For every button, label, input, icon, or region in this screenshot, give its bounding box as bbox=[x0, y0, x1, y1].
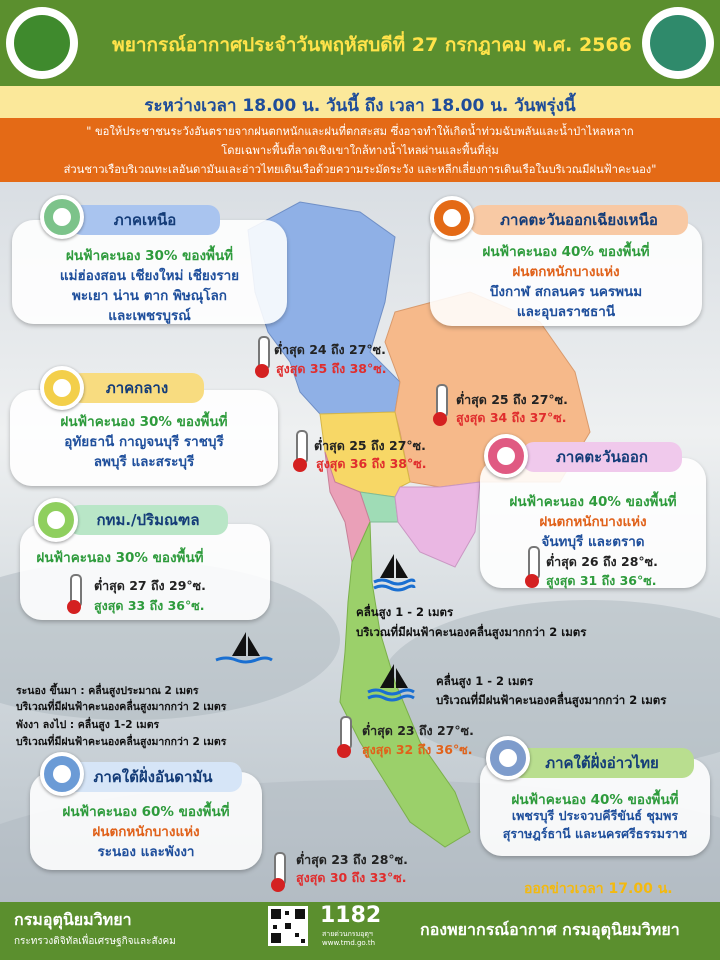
hotline-caption bbox=[322, 930, 375, 948]
thermometer-bulb bbox=[525, 574, 539, 588]
central-line-1: ฝนฟ้าคะนอง 30% ของพื้นที่ bbox=[60, 414, 228, 430]
northeast-line-3: บึงกาฬ สกลนคร นครพนม bbox=[489, 284, 643, 300]
wave-gulf-upper-2: บริเวณที่มีฝนฟ้าคะนองคลื่นสูงมากกว่า 2 เมตร bbox=[356, 625, 587, 639]
location-pin-icon bbox=[40, 366, 84, 410]
south-gulf-line-2: เพชรบุรี ประจวบคีรีขันธ์ ชุมพร bbox=[511, 808, 679, 823]
footer-org: กรมอุตุนิยมวิทยา bbox=[14, 910, 132, 929]
bangkok-temp-max: สูงสุด 33 ถึง 36°ซ. bbox=[94, 598, 205, 613]
central-title: ภาคกลาง bbox=[70, 373, 204, 403]
page-title: พยากรณ์อากาศประจำวันพฤหัสบดีที่ 27 กรกฎาคม พ.ศ. 2566 bbox=[112, 34, 632, 56]
thermometer-bulb bbox=[67, 600, 81, 614]
bangkok-line-1: ฝนฟ้าคะนอง 30% ของพื้นที่ bbox=[36, 550, 204, 566]
northeast-line-4: และอุบลราชธานี bbox=[516, 304, 616, 320]
location-pin-icon bbox=[40, 752, 84, 796]
north-line-2: แม่ฮ่องสอน เชียงใหม่ เชียงราย bbox=[59, 268, 240, 284]
central-line-2: อุทัยธานี กาญจนบุรี ราชบุรี bbox=[64, 434, 224, 450]
warning-line-2: โดยเฉพาะพื้นที่ลาดเชิงเขาใกล้ทางน้ำไหลผ่านและพื้นที่ลุ่ม bbox=[221, 144, 499, 157]
south-andaman-line-3: ระนอง และพังงา bbox=[97, 844, 195, 860]
wave-andaman-1: ระนอง ขึ้นมา : คลื่นสูงประมาณ 2 เมตร bbox=[16, 685, 199, 697]
hotline-caption-1: สายด่วนกรมอุตุฯ bbox=[322, 930, 373, 938]
east-temp-max: สูงสุด 31 ถึง 36°ซ. bbox=[546, 573, 657, 588]
north-line-4: และเพชรบูรณ์ bbox=[108, 308, 191, 324]
location-pin-icon bbox=[484, 434, 528, 478]
northeast-temp-min: ต่ำสุด 25 ถึง 27°ซ. bbox=[456, 392, 568, 407]
east-temp-min: ต่ำสุด 26 ถึง 28°ซ. bbox=[546, 554, 658, 569]
wave-gulf-lower-2: บริเวณที่มีฝนฟ้าคะนองคลื่นสูงมากกว่า 2 เมตร bbox=[436, 693, 667, 707]
central-temp-min: ต่ำสุด 25 ถึง 27°ซ. bbox=[314, 438, 426, 453]
east-line-3: จันทบุรี และตราด bbox=[541, 534, 645, 550]
thermometer-bulb bbox=[337, 744, 351, 758]
bangkok-title: กทม./ปริมณฑล bbox=[68, 505, 228, 535]
wave-andaman-3: พังงา ลงไป : คลื่นสูง 1-2 เมตร bbox=[16, 719, 160, 731]
thermometer-bulb bbox=[293, 458, 307, 472]
wave-andaman-4: บริเวณที่มีฝนฟ้าคะนองคลื่นสูงมากกว่า 2 เมตร bbox=[16, 736, 227, 748]
hotline-number: 1182 bbox=[320, 903, 382, 928]
hotline-caption-2: www.tmd.go.th bbox=[322, 939, 375, 947]
sailboat-icon bbox=[214, 630, 274, 670]
south-gulf-temp-max: สูงสุด 32 ถึง 36°ซ. bbox=[362, 742, 473, 757]
thermometer-bulb bbox=[433, 412, 447, 426]
north-temp-max: สูงสุด 35 ถึง 38°ซ. bbox=[276, 361, 387, 376]
wave-gulf-upper-1: คลื่นสูง 1 - 2 เมตร bbox=[356, 605, 454, 619]
forecast-period: ระหว่างเวลา 18.00 น. วันนี้ ถึง เวลา 18.00 น. วันพรุ่งนี้ bbox=[144, 96, 576, 116]
south-gulf-line-1: ฝนฟ้าคะนอง 40% ของพื้นที่ bbox=[511, 792, 679, 808]
north-line-1: ฝนฟ้าคะนอง 30% ของพื้นที่ bbox=[65, 248, 234, 264]
location-pin-icon bbox=[430, 196, 474, 240]
north-line-3: พะเยา น่าน ตาก พิษณุโลก bbox=[72, 288, 227, 304]
northeast-title: ภาคตะวันออกเฉียงเหนือ bbox=[470, 205, 688, 235]
northeast-line-2: ฝนตกหนักบางแห่ง bbox=[512, 264, 620, 280]
south-andaman-temp-min: ต่ำสุด 23 ถึง 28°ซ. bbox=[296, 852, 408, 867]
tmd-logo bbox=[642, 7, 714, 79]
location-pin-icon bbox=[486, 736, 530, 780]
ministry-logo bbox=[6, 7, 78, 79]
wave-gulf-lower-1: คลื่นสูง 1 - 2 เมตร bbox=[436, 674, 534, 688]
sailboat-icon bbox=[366, 662, 416, 702]
wave-andaman-2: บริเวณที่มีฝนฟ้าคะนองคลื่นสูงมากกว่า 2 เมตร bbox=[16, 701, 227, 713]
east-line-1: ฝนฟ้าคะนอง 40% ของพื้นที่ bbox=[509, 494, 677, 510]
location-pin-icon bbox=[40, 195, 84, 239]
footer-ministry: กระทรวงดิจิทัลเพื่อเศรษฐกิจและสังคม bbox=[14, 936, 176, 947]
north-temp-min: ต่ำสุด 24 ถึง 27°ซ. bbox=[274, 342, 386, 357]
warning-line-3: ส่วนชาวเรือบริเวณทะเลอันดามันและอ่าวไทยเดินเรือด้วยความระมัดระวัง และหลีกเลี่ยงการเดินเรือในบริเวณมีฝนฟ้าคะนอง" bbox=[63, 163, 657, 176]
northeast-line-1: ฝนฟ้าคะนอง 40% ของพื้นที่ bbox=[482, 244, 650, 260]
thermometer-bulb bbox=[255, 364, 269, 378]
issue-time: ออกข่าวเวลา 17.00 น. bbox=[524, 881, 673, 897]
footer-division: กองพยากรณ์อากาศ กรมอุตุนิยมวิทยา bbox=[420, 920, 680, 939]
central-temp-max: สูงสุด 36 ถึง 38°ซ. bbox=[316, 456, 427, 471]
south-andaman-line-2: ฝนตกหนักบางแห่ง bbox=[92, 824, 200, 840]
east-line-2: ฝนตกหนักบางแห่ง bbox=[539, 514, 647, 530]
south-gulf-temp-min: ต่ำสุด 23 ถึง 27°ซ. bbox=[362, 723, 474, 738]
east-title: ภาคตะวันออก bbox=[522, 442, 682, 472]
south-gulf-line-3: สุราษฎร์ธานี และนครศรีธรรมราช bbox=[502, 826, 688, 841]
location-pin-icon bbox=[34, 498, 78, 542]
bangkok-temp-min: ต่ำสุด 27 ถึง 29°ซ. bbox=[94, 578, 206, 593]
warning-line-1: " ขอให้ประชาชนระวังอันตรายจากฝนตกหนักและฝนที่ตกสะสม ซึ่งอาจทำให้เกิดน้ำท่วมฉับพลันและน้ำป่าไหลหลาก bbox=[86, 125, 634, 138]
qr-code-icon[interactable] bbox=[268, 906, 308, 946]
central-line-3: ลพบุรี และสระบุรี bbox=[93, 454, 195, 470]
northeast-temp-max: สูงสุด 34 ถึง 37°ซ. bbox=[456, 410, 567, 425]
thermometer-bulb bbox=[271, 878, 285, 892]
south-andaman-line-1: ฝนฟ้าคะนอง 60% ของพื้นที่ bbox=[62, 804, 230, 820]
south-gulf-title: ภาคใต้ฝั่งอ่าวไทย bbox=[510, 748, 694, 778]
north-title: ภาคเหนือ bbox=[70, 205, 220, 235]
sailboat-icon bbox=[372, 552, 416, 592]
south-andaman-temp-max: สูงสุด 30 ถึง 33°ซ. bbox=[296, 870, 407, 885]
south-andaman-title: ภาคใต้ฝั่งอันดามัน bbox=[64, 762, 242, 792]
